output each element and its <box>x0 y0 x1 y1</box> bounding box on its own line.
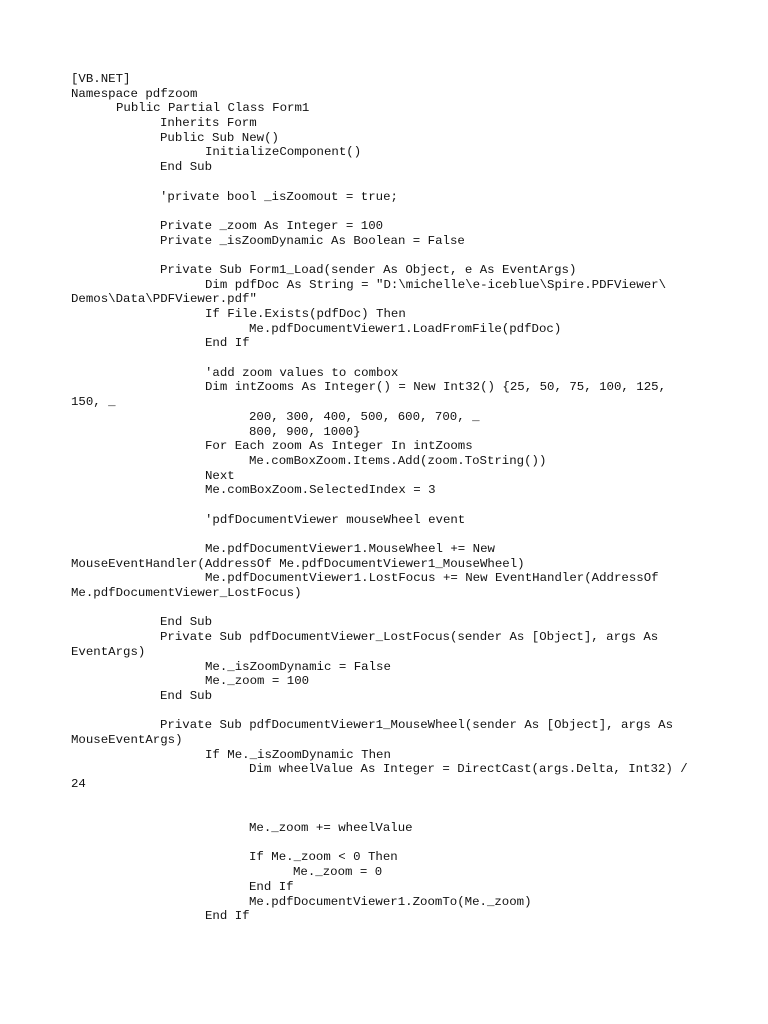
code-line: 24 <box>71 777 86 791</box>
code-line: Inherits Form <box>160 116 257 131</box>
code-line: End Sub <box>160 160 213 175</box>
code-line: End If <box>205 336 250 351</box>
code-line: Dim wheelValue As Integer = DirectCast(args.Delta, Int32) / <box>249 762 688 777</box>
code-line: Me.pdfDocumentViewer1.LoadFromFile(pdfDoc) <box>249 321 562 336</box>
code-line: Private Sub Form1_Load(sender As Object, e As EventArgs) <box>160 262 577 277</box>
code-line <box>71 175 688 190</box>
code-line <box>71 351 688 366</box>
code-line: Dim intZooms As Integer() = New Int32() {25, 50, 75, 100, 125, <box>205 380 667 395</box>
code-line: 200, 300, 400, 500, 600, 700, _ <box>249 409 480 424</box>
code-line: Me._zoom = 0 <box>293 865 383 880</box>
code-line <box>71 806 688 821</box>
code-line: 'pdfDocumentViewer mouseWheel event <box>205 512 466 527</box>
code-line: Me.pdfDocumentViewer1.LostFocus += New EventHandler(AddressOf <box>205 571 659 586</box>
code-line <box>71 498 688 513</box>
code-line: End Sub <box>160 688 213 703</box>
code-line: Me.pdfDocumentViewer_LostFocus) <box>71 586 302 601</box>
code-line: [VB.NET] <box>71 72 131 86</box>
code-line: 800, 900, 1000} <box>249 424 361 439</box>
code-line: Private Sub pdfDocumentViewer1_MouseWheel(sender As [Object], args As <box>160 718 674 733</box>
code-line: Private Sub pdfDocumentViewer_LostFocus(sender As [Object], args As <box>160 630 659 645</box>
code-line: InitializeComponent() <box>205 145 362 160</box>
code-line: Public Partial Class Form1 <box>116 101 310 116</box>
code-line: If Me._zoom < 0 Then <box>249 850 398 865</box>
code-line: 'private bool _isZoomout = true; <box>160 189 398 204</box>
code-line <box>71 704 688 719</box>
code-line: Next <box>205 468 235 483</box>
code-listing <box>71 72 688 924</box>
code-line: Dim pdfDoc As String = "D:\michelle\e-iceblue\Spire.PDFViewer\ <box>205 277 667 292</box>
code-line: Me.pdfDocumentViewer1.MouseWheel += New <box>205 542 495 556</box>
code-line: Demos\Data\PDFViewer.pdf" <box>71 292 257 307</box>
code-line: 'add zoom values to combox <box>205 365 399 380</box>
code-line <box>71 204 688 219</box>
code-line: MouseEventArgs) <box>71 732 183 747</box>
code-line <box>71 601 688 616</box>
code-line <box>71 836 688 851</box>
code-line: Namespace pdfzoom <box>71 86 198 101</box>
code-line <box>71 792 688 807</box>
code-line: Me.comBoxZoom.Items.Add(zoom.ToString()) <box>249 453 547 468</box>
code-line: Me._zoom += wheelValue <box>249 821 413 836</box>
code-line: For Each zoom As Integer In intZooms <box>205 439 473 454</box>
code-line: Me.comBoxZoom.SelectedIndex = 3 <box>205 483 436 498</box>
code-line: Me._zoom = 100 <box>205 674 310 689</box>
code-line: End Sub <box>160 615 213 630</box>
code-line: If File.Exists(pdfDoc) Then <box>205 307 406 321</box>
code-line: 150, _ <box>71 395 116 410</box>
code-line: Private _isZoomDynamic As Boolean = False <box>160 233 465 248</box>
code-line <box>71 527 688 542</box>
code-line: Private _zoom As Integer = 100 <box>160 218 384 233</box>
code-line: Me._isZoomDynamic = False <box>205 659 391 674</box>
code-line: Me.pdfDocumentViewer1.ZoomTo(Me._zoom) <box>249 894 532 909</box>
code-line: If Me._isZoomDynamic Then <box>205 747 391 762</box>
code-line: Public Sub New() <box>160 130 279 145</box>
code-line: End If <box>205 909 250 924</box>
code-line <box>71 248 688 263</box>
code-line: End If <box>249 879 294 894</box>
code-line: MouseEventHandler(AddressOf Me.pdfDocumentViewer1_MouseWheel) <box>71 556 525 571</box>
code-line: EventArgs) <box>71 644 146 659</box>
